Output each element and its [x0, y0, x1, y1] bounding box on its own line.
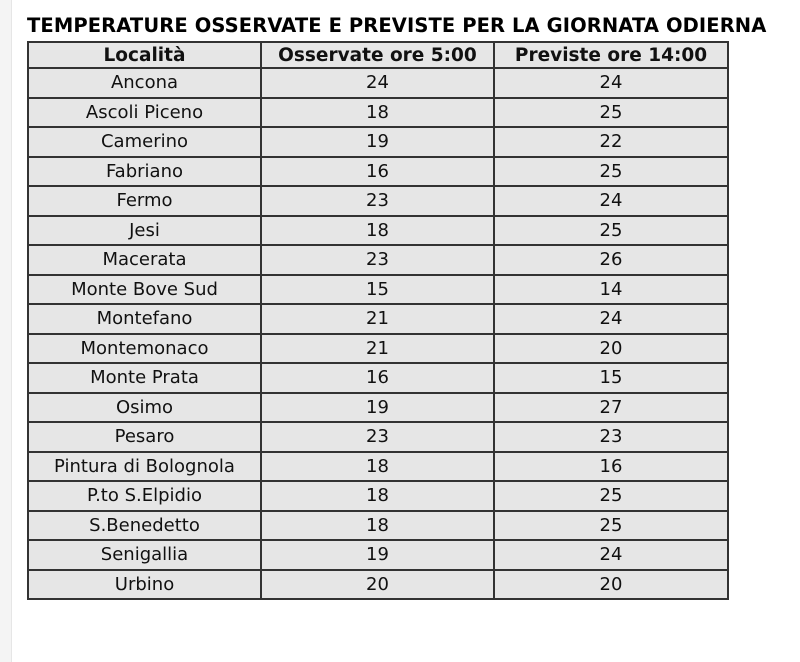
- cell-osservate: 23: [261, 422, 494, 452]
- cell-osservate: 19: [261, 127, 494, 157]
- cell-localita: S.Benedetto: [28, 511, 261, 541]
- table-row: [28, 511, 728, 541]
- table-row: [28, 570, 728, 600]
- cell-osservate: 15: [261, 275, 494, 305]
- cell-osservate: 18: [261, 511, 494, 541]
- cell-osservate: 23: [261, 186, 494, 216]
- cell-previste: 27: [494, 393, 728, 423]
- cell-previste: 24: [494, 186, 728, 216]
- table-header-row: [28, 42, 728, 68]
- table-row: [28, 422, 728, 452]
- table-row: [28, 157, 728, 187]
- header-osservate: Osservate ore 5:00: [261, 42, 494, 68]
- cell-previste: 25: [494, 481, 728, 511]
- cell-localita: Senigallia: [28, 540, 261, 570]
- cell-localita: Pintura di Bolognola: [28, 452, 261, 482]
- cell-localita: Ancona: [28, 68, 261, 98]
- table-row: [28, 481, 728, 511]
- cell-previste: 25: [494, 157, 728, 187]
- header-previste: Previste ore 14:00: [494, 42, 728, 68]
- table-row: [28, 363, 728, 393]
- cell-osservate: 18: [261, 216, 494, 246]
- cell-previste: 24: [494, 68, 728, 98]
- page-title: TEMPERATURE OSSERVATE E PREVISTE PER LA GIORNATA ODIERNA: [27, 14, 767, 37]
- cell-osservate: 16: [261, 157, 494, 187]
- table-row: [28, 68, 728, 98]
- cell-localita: Jesi: [28, 216, 261, 246]
- cell-osservate: 19: [261, 540, 494, 570]
- table-row: [28, 245, 728, 275]
- table-row: [28, 127, 728, 157]
- cell-previste: 20: [494, 570, 728, 600]
- cell-previste: 14: [494, 275, 728, 305]
- cell-previste: 15: [494, 363, 728, 393]
- cell-localita: Ascoli Piceno: [28, 98, 261, 128]
- table-row: [28, 393, 728, 423]
- cell-previste: 16: [494, 452, 728, 482]
- cell-previste: 24: [494, 304, 728, 334]
- temperature-table: [27, 41, 729, 600]
- cell-localita: P.to S.Elpidio: [28, 481, 261, 511]
- cell-osservate: 19: [261, 393, 494, 423]
- cell-osservate: 16: [261, 363, 494, 393]
- cell-localita: Macerata: [28, 245, 261, 275]
- cell-localita: Urbino: [28, 570, 261, 600]
- cell-previste: 23: [494, 422, 728, 452]
- cell-osservate: 24: [261, 68, 494, 98]
- cell-localita: Fermo: [28, 186, 261, 216]
- cell-localita: Osimo: [28, 393, 261, 423]
- cell-previste: 25: [494, 98, 728, 128]
- cell-osservate: 21: [261, 334, 494, 364]
- cell-localita: Fabriano: [28, 157, 261, 187]
- table-row: [28, 275, 728, 305]
- cell-previste: 26: [494, 245, 728, 275]
- table-row: [28, 334, 728, 364]
- cell-osservate: 23: [261, 245, 494, 275]
- cell-previste: 22: [494, 127, 728, 157]
- cell-osservate: 18: [261, 452, 494, 482]
- table-row: [28, 540, 728, 570]
- cell-previste: 25: [494, 216, 728, 246]
- cell-osservate: 18: [261, 98, 494, 128]
- cell-localita: Montemonaco: [28, 334, 261, 364]
- cell-previste: 20: [494, 334, 728, 364]
- table-row: [28, 98, 728, 128]
- cell-osservate: 20: [261, 570, 494, 600]
- table-row: [28, 452, 728, 482]
- header-localita: Località: [28, 42, 261, 68]
- cell-osservate: 18: [261, 481, 494, 511]
- cell-previste: 24: [494, 540, 728, 570]
- cell-localita: Monte Bove Sud: [28, 275, 261, 305]
- cell-localita: Camerino: [28, 127, 261, 157]
- cell-previste: 25: [494, 511, 728, 541]
- table-row: [28, 186, 728, 216]
- cell-localita: Montefano: [28, 304, 261, 334]
- table-row: [28, 216, 728, 246]
- cell-localita: Monte Prata: [28, 363, 261, 393]
- cell-localita: Pesaro: [28, 422, 261, 452]
- table-row: [28, 304, 728, 334]
- cell-osservate: 21: [261, 304, 494, 334]
